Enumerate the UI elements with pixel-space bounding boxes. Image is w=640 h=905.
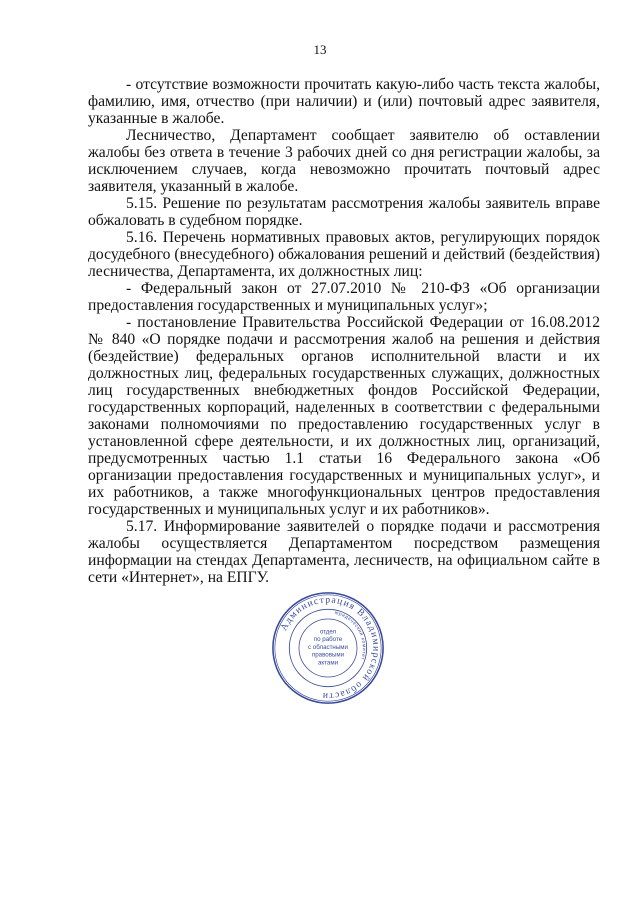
paragraph-6: - постановление Правительства Российской Федерации от 16.08.2012 № 840 «О порядке подачи и рассмотрения жалоб на решения и действия (бездействие) федеральных органов исполнительной власти и их должностных лиц, федеральных государственных служащих, должностных лиц государственных внебюджетных фондов Российской Федерации, государственных корпораций, наделенных в соответствии с федеральными законами полномочиями по предоставлению государственных услуг в установленной сфере деятельности, и их должностных лиц, организаций, предусмотренных частью 1.1 статьи 16 Федерального закона «Об организации предоставления государственных и муниципальных услуг», и их работников, а также многофункциональных центров предоставления государственных и муниципальных услуг и их работников».	[88, 314, 600, 518]
paragraph-1: - отсутствие возможности прочитать какую-либо часть текста жалобы, фамилию, имя, отчество (при наличии) и (или) почтовый адрес заявителя, указанные в жалобе.	[88, 76, 600, 127]
paragraph-5: - Федеральный закон от 27.07.2010 № 210-ФЗ «Об организации предоставления государственных и муниципальных услуг»;	[88, 280, 600, 314]
stamp-center-line-4: правовыми	[311, 651, 345, 659]
stamp-center-line-5: актами	[317, 659, 339, 667]
stamp-center-line-3: с областными	[308, 643, 348, 651]
stamp-outer-text: Администрация Владимирской области	[278, 594, 382, 702]
paragraph-7: 5.17. Информирование заявителей о порядке подачи и рассмотрения жалобы осуществляется Департаментом посредством размещения информации на стендах Департамента, лесничеств, на официальном сайте в сети «Интернет», на ЕПГУ.	[88, 518, 600, 586]
official-stamp	[270, 590, 386, 706]
stamp-seal-icon	[270, 590, 386, 706]
paragraph-4: 5.16. Перечень нормативных правовых актов, регулирующих порядок досудебного (внесудебного) обжалования решений и действий (бездействия) лесничества, Департамента, их должностных лиц:	[88, 229, 600, 280]
paragraph-2: Лесничество, Департамент сообщает заявителю об оставлении жалобы без ответа в течение 3 рабочих дней со дня регистрации жалобы, за исключением случаев, когда невозможно прочитать почтовый адрес заявителя, указанный в жалобе.	[88, 127, 600, 195]
document-body	[88, 76, 600, 586]
stamp-inner-text: юридический комитет	[334, 610, 366, 661]
stamp-center-line-1: отдел	[319, 628, 337, 636]
stamp-center-line-2: по работе	[313, 636, 343, 644]
page-number: 13	[313, 42, 327, 57]
paragraph-3: 5.15. Решение по результатам рассмотрения жалобы заявитель вправе обжаловать в судебном порядке.	[88, 195, 600, 229]
